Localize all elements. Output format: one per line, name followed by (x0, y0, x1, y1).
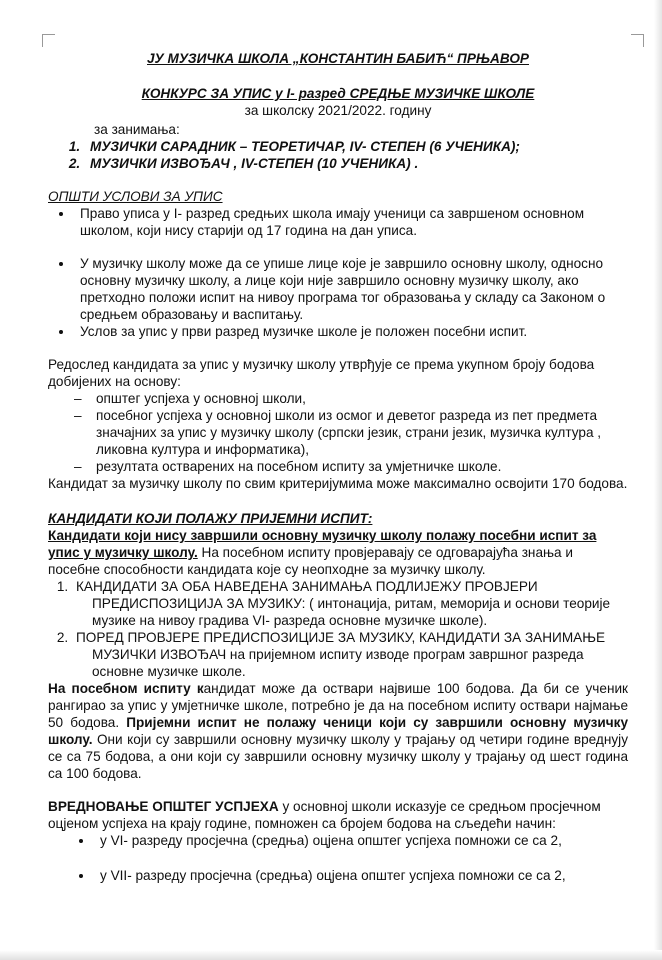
criteria-item: – резултата остварених на посебном испиту за умјетничке школе. (74, 458, 628, 475)
specialization-item: 2. МУЗИЧКИ ИЗВОЂАЧ , IV-СТЕПЕН (10 УЧЕНИКА) . (84, 155, 628, 172)
exam-intro-text: На посебном испиту провјеравају се одговарајућа знања и посебне способности кандидата које су неопходне за музичку школу. (48, 545, 573, 577)
page-edge-shadow (654, 0, 662, 960)
evaluation-heading: ВРЕДНОВАЊЕ ОПШТЕГ УСПЈЕХА (48, 799, 279, 814)
page-bottom-shadow (0, 950, 662, 960)
exam-exempt-bold: Пријемни испит не полажу ченици који су завршили основну музичку школу. (48, 715, 629, 747)
evaluation-item: • у VII- разреду просјечна (средња) оцјена општег успјеха помножи се са 2, (94, 867, 628, 884)
exam-points-paragraph (48, 680, 628, 782)
contest-title: КОНКУРС ЗА УПИС у I- разред СРЕДЊЕ МУЗИЧКЕ ШКОЛЕ (141, 86, 535, 101)
evaluation-text: у основној школи исказује се средњом просјечном оцјеном успјеха на крају године, помножен са бројем бодова на сљедећи начин: (48, 799, 601, 831)
exam-exempt-text: Они који су завршили основну музичку школу у трајању од четири године вреднују се са 75 бодова, а они који су завршили основну музичку школу у трајању од шест година са 100 бодова. (48, 732, 628, 781)
specializations-label: за занимања: (94, 122, 180, 137)
entrance-exam-heading: КАНДИДАТИ КОЈИ ПОЛАЖУ ПРИЈЕМНИ ИСПИТ: (48, 511, 373, 526)
condition-item: • Услов за упис у први разред музичке школе је положен посебни испит. (74, 323, 628, 340)
corner-mark-left (42, 34, 55, 47)
requirement-line: КАНДИДАТИ ЗА ОБА НАВЕДЕНА ЗАНИМАЊА ПОДЛИЈЕЖУ ПРОВЈЕРИ (76, 579, 538, 594)
max-points-text: Кандидат за музичку школу по свим критеријумима може максимално освојити 170 бодова. (48, 476, 628, 491)
school-year: за школску 2021/2022. годину (244, 103, 432, 118)
corner-mark-right (631, 34, 644, 47)
criteria-item: – посебног успјеха у основној школи из осмог и деветог разреда из пет предмета значајних за упис у музичку школу (српски језик, страни језик, музичка култура , ликовна култура и информатика), (74, 407, 628, 458)
requirement-line-cont: ПРЕДИСПОЗИЦИЈА ЗА МУЗИКУ: ( интонација, ритам, меморија и основи теорије музике на нивоу градива VI- разреда основне музичке школе). (92, 596, 611, 628)
ranking-criteria-list (48, 390, 628, 475)
general-conditions-list (48, 205, 628, 340)
exam-points-text: андидат може да оствари највише 100 бодова. Да би се ученик рангирао за упис у умјетничке школе, потребно је да на посебном испиту оствари најмање 50 бодова. (48, 681, 628, 730)
entrance-exam-intro (48, 527, 628, 578)
exam-requirements-list (48, 578, 628, 680)
condition-item: • Право уписа у I- разред средњих школа имају ученици са завршеном основном школом, који нису старији од 17 година на дан уписа. (74, 205, 628, 239)
evaluation-paragraph (48, 798, 628, 832)
specializations-list (48, 138, 628, 172)
criteria-item: – општег успјеха у основној школи, (74, 390, 628, 407)
evaluation-list (48, 832, 628, 884)
general-conditions-heading: ОПШТИ УСЛОВИ ЗА УПИС (48, 189, 223, 204)
exam-intro-bold: Кандидати који нису завршили основну музичку школу полажу посебни испит за упис у музичку школу. (48, 528, 597, 560)
ranking-intro: Редослед кандидата за упис у музичку школу утврђује се према укупном броју бодова добијених на основу: (48, 357, 595, 389)
school-title: ЈУ МУЗИЧКА ШКОЛА „КОНСТАНТИН БАБИЋ“ ПРЊАВОР (147, 51, 529, 66)
exam-requirement-item (72, 578, 628, 629)
specialization-item: 1. МУЗИЧКИ САРАДНИК – ТЕОРЕТИЧАР, IV- СТЕПЕН (6 УЧЕНИКА); (84, 138, 628, 155)
exam-points-bold: На посебном испиту к (48, 681, 204, 696)
requirement-line: ПОРЕД ПРОВЈЕРЕ ПРЕДИСПОЗИЦИЈЕ ЗА МУЗИКУ, КАНДИДАТИ ЗА ЗАНИМАЊЕ (76, 630, 606, 645)
document-page (48, 50, 628, 884)
condition-item: • У музичку школу може да се упише лице које је завршило основну школу, односно основну музичку школу, а лице који није завршило основну музичку школу, ако претходно положи испит на нивоу програма тог образовања у складу са Законом о средњем образовању и васпитању. (74, 255, 628, 323)
evaluation-item: • у VI- разреду просјечна (средња) оцјена општег успјеха помножи се са 2, (94, 832, 628, 849)
exam-requirement-item (72, 629, 628, 680)
requirement-line-cont: МУЗИЧКИ ИЗВОЂАЧ на пријемном испиту изводе програм завршног разреда основне музичке школе. (92, 647, 584, 679)
